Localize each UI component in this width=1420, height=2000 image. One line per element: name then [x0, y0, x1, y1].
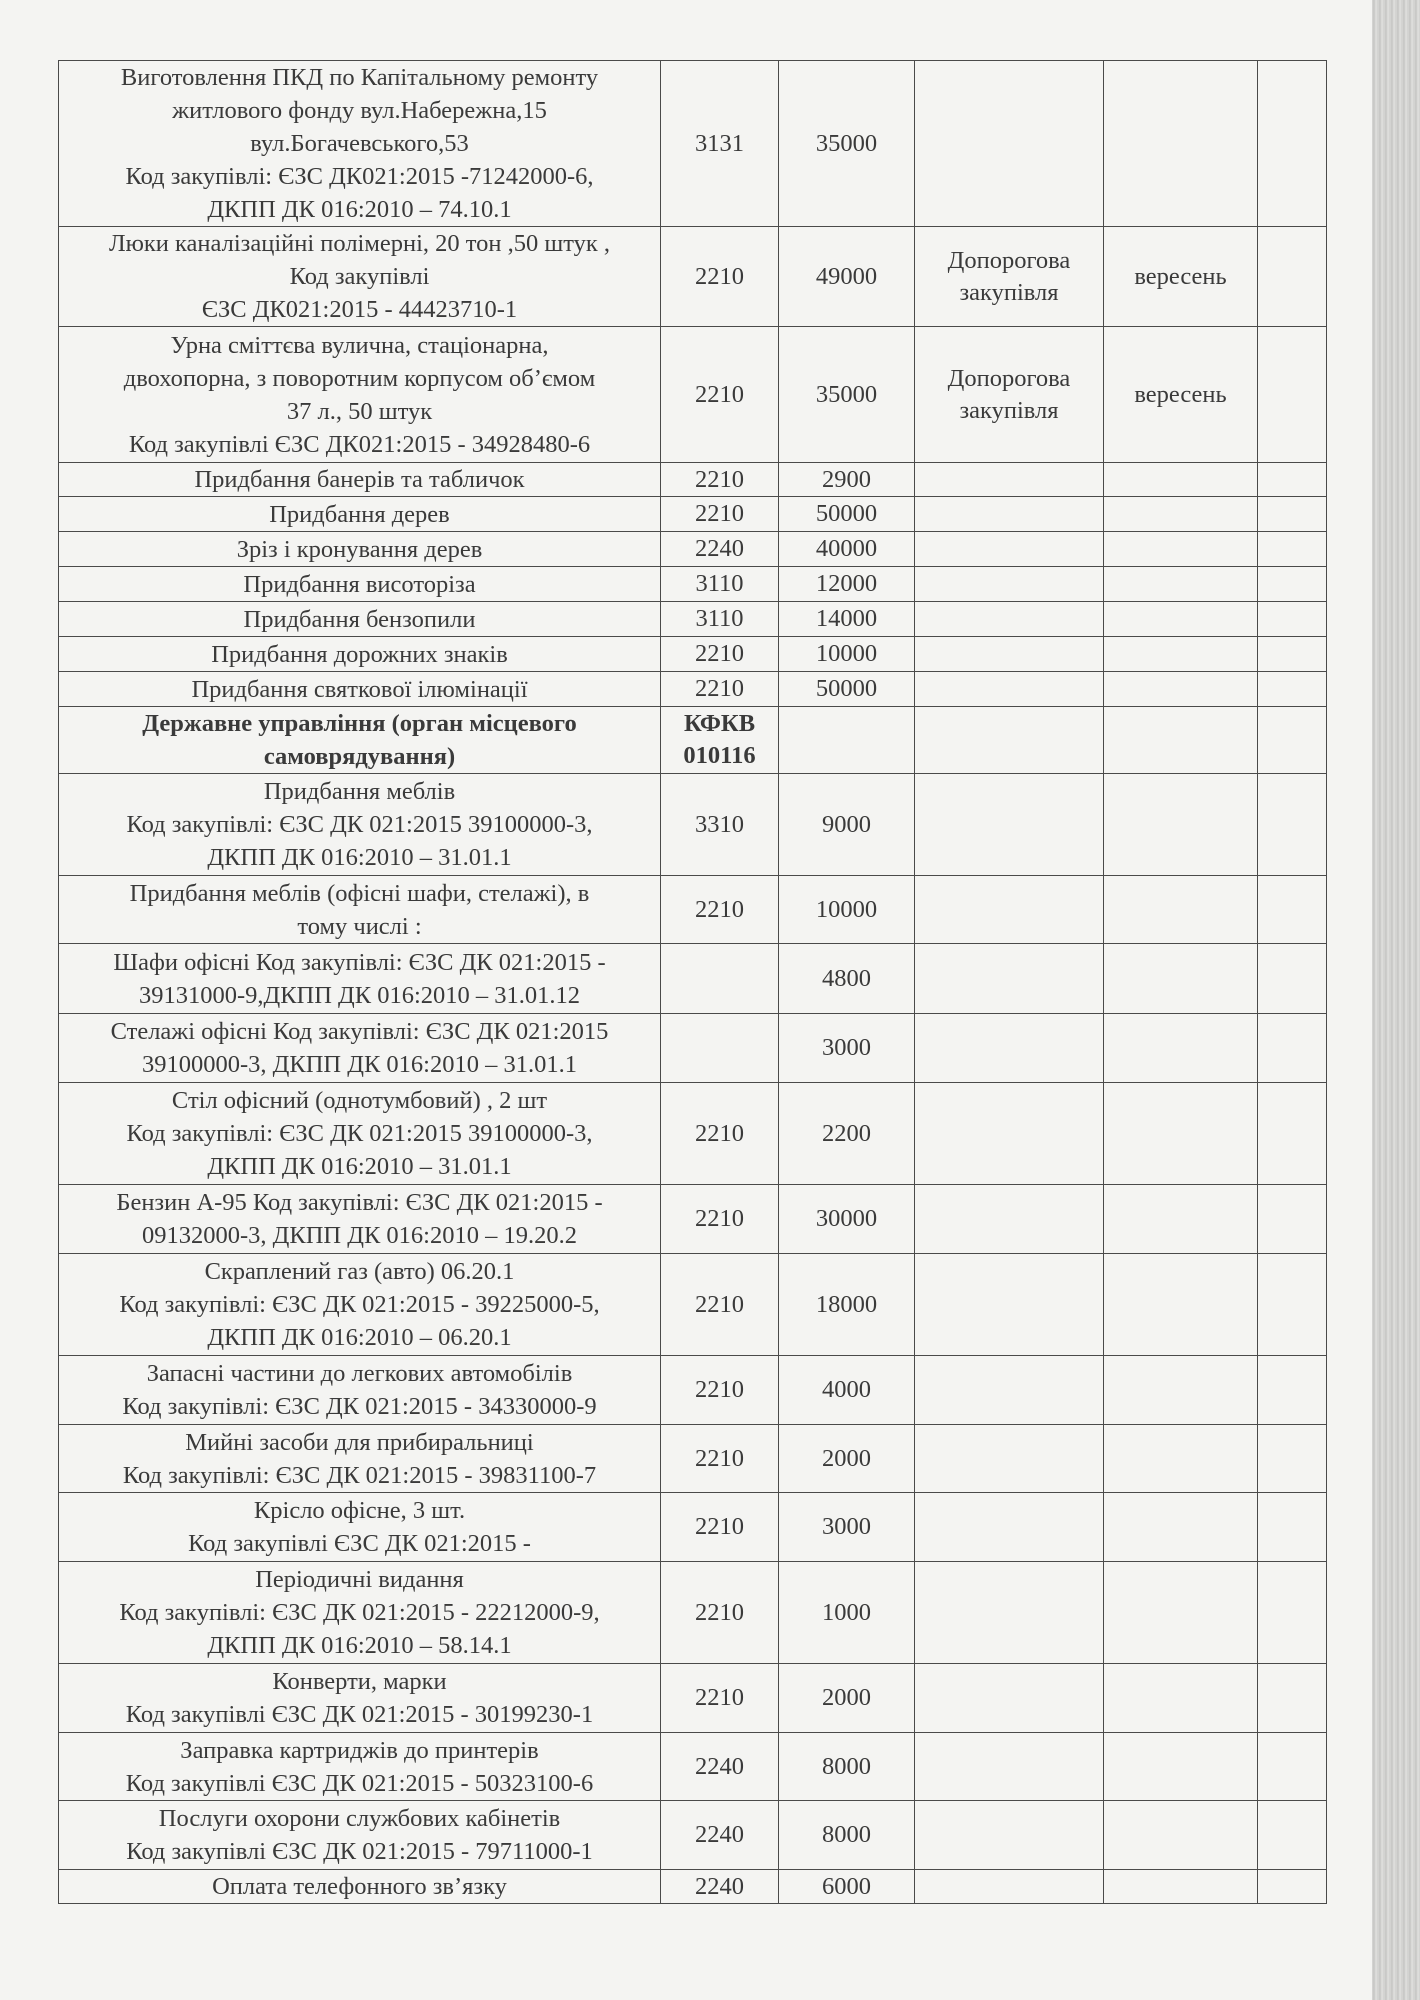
amount-cell: 4000	[779, 1356, 915, 1425]
procedure-cell	[915, 672, 1104, 707]
amount-cell: 1000	[779, 1562, 915, 1664]
procedure-cell	[915, 1664, 1104, 1733]
table-row	[59, 567, 1327, 602]
item-name-cell	[59, 876, 661, 944]
procedure-cell	[915, 1356, 1104, 1425]
procurement-plan-body	[59, 61, 1327, 1904]
item-name-line: самоврядування)	[263, 743, 456, 770]
table-row	[59, 944, 1327, 1014]
item-name-line: Заправка картриджів до принтерів	[180, 1736, 539, 1764]
item-name-line: 09132000-3, ДКПП ДК 016:2010 – 19.20.2	[142, 1222, 577, 1249]
amount-cell: 2000	[779, 1425, 915, 1493]
procedure-cell	[915, 1185, 1104, 1254]
period-cell	[1104, 1870, 1258, 1904]
procedure-cell	[915, 876, 1104, 944]
item-name-line: Придбання висоторіза	[243, 570, 476, 598]
item-name-line: ДКПП ДК 016:2010 – 58.14.1	[207, 1632, 512, 1659]
item-name-cell	[59, 1254, 661, 1356]
section-row	[59, 707, 1327, 774]
item-name-cell	[59, 707, 661, 774]
kekv-cell: 2240	[661, 1733, 779, 1801]
item-name-line: Оплата телефонного зв’язку	[212, 1873, 507, 1900]
amount-cell: 18000	[779, 1254, 915, 1356]
item-name-cell	[59, 1664, 661, 1733]
item-name-line: 37 л., 50 штук	[286, 397, 433, 425]
procedure-cell	[915, 1801, 1104, 1870]
item-name-line: Код закупівлі: ЄЗС ДК 021:2015 - 34330000-9	[122, 1393, 597, 1420]
item-name-line: Код закупівлі	[289, 263, 430, 290]
item-name-cell	[59, 327, 661, 463]
kekv-cell: 2240	[661, 1801, 779, 1870]
kekv-cell: 3110	[661, 602, 779, 637]
kekv-cell: 2210	[661, 497, 779, 532]
amount-cell: 8000	[779, 1801, 915, 1870]
amount-cell: 2900	[779, 463, 915, 497]
kekv-cell: 3310	[661, 774, 779, 876]
item-name-cell	[59, 227, 661, 327]
procedure-cell	[915, 637, 1104, 672]
amount-cell: 6000	[779, 1870, 915, 1904]
kekv-cell: 2210	[661, 637, 779, 672]
table-row	[59, 61, 1327, 227]
period-cell	[1104, 602, 1258, 637]
kekv-cell: 2210	[661, 1664, 779, 1733]
item-name-line: Придбання бензопили	[243, 605, 476, 633]
procedure-cell: Допорогова закупівля	[915, 227, 1104, 327]
procedure-cell	[915, 774, 1104, 876]
period-cell	[1104, 1493, 1258, 1562]
amount-cell	[779, 707, 915, 774]
item-name-cell	[59, 567, 661, 602]
period-cell: вересень	[1104, 227, 1258, 327]
table-row	[59, 1493, 1327, 1562]
item-name-line: 39131000-9,ДКПП ДК 016:2010 – 31.01.12	[138, 981, 581, 1009]
table-row	[59, 463, 1327, 497]
item-name-line: Придбання меблів	[263, 778, 456, 805]
kekv-cell: 2210	[661, 1425, 779, 1493]
amount-cell: 10000	[779, 637, 915, 672]
procedure-cell	[915, 1562, 1104, 1664]
item-name-cell	[59, 1733, 661, 1801]
notes-cell	[1258, 637, 1327, 672]
item-name-cell	[59, 1801, 661, 1870]
period-cell	[1104, 61, 1258, 227]
table-row	[59, 1083, 1327, 1185]
procedure-cell	[915, 1014, 1104, 1083]
item-name-cell	[59, 637, 661, 672]
period-cell	[1104, 1801, 1258, 1870]
notes-cell	[1258, 1562, 1327, 1664]
kekv-cell	[661, 944, 779, 1014]
notes-cell	[1258, 1493, 1327, 1562]
item-name-cell	[59, 1185, 661, 1254]
kekv-cell	[661, 1014, 779, 1083]
item-name-line: Урна сміттєва вулична, стаціонарна,	[170, 331, 549, 359]
period-cell	[1104, 1425, 1258, 1493]
item-name-line: Код закупівлі ЄЗС ДК 021:2015 -	[188, 1530, 531, 1557]
amount-cell: 30000	[779, 1185, 915, 1254]
amount-cell: 4800	[779, 944, 915, 1014]
notes-cell	[1258, 1801, 1327, 1870]
kekv-cell: 2210	[661, 327, 779, 463]
period-cell	[1104, 637, 1258, 672]
item-name-line: Шафи офісні Код закупівлі: ЄЗС ДК 021:2015 -	[113, 948, 606, 976]
item-name-line: Періодичні видання	[255, 1566, 464, 1593]
table-row	[59, 1185, 1327, 1254]
amount-cell: 10000	[779, 876, 915, 944]
amount-cell: 12000	[779, 567, 915, 602]
amount-cell: 49000	[779, 227, 915, 327]
notes-cell	[1258, 1014, 1327, 1083]
item-name-line: Придбання дорожних знаків	[211, 640, 508, 668]
kekv-cell: 2210	[661, 876, 779, 944]
procedure-cell	[915, 1425, 1104, 1493]
period-cell	[1104, 1014, 1258, 1083]
period-cell	[1104, 1083, 1258, 1185]
item-name-line: Скраплений газ (авто) 06.20.1	[204, 1258, 515, 1285]
table-row	[59, 774, 1327, 876]
period-cell	[1104, 672, 1258, 707]
table-row	[59, 497, 1327, 532]
period-cell	[1104, 774, 1258, 876]
notes-cell	[1258, 774, 1327, 876]
table-row	[59, 227, 1327, 327]
amount-cell: 3000	[779, 1014, 915, 1083]
scanned-page-edge	[1372, 0, 1420, 2000]
item-name-line: Код закупівлі: ЄЗС ДК 021:2015 39100000-3,	[126, 811, 593, 838]
procedure-cell	[915, 944, 1104, 1014]
table-row	[59, 1562, 1327, 1664]
item-name-line: Послуги охорони службових кабінетів	[158, 1805, 561, 1832]
period-cell	[1104, 1733, 1258, 1801]
item-name-cell	[59, 1493, 661, 1562]
item-name-line: Придбання банерів та табличок	[194, 466, 525, 493]
period-cell	[1104, 1562, 1258, 1664]
item-name-line: Код закупівлі: ЄЗС ДК 021:2015 - 22212000-9,	[119, 1599, 600, 1626]
item-name-line: Код закупівлі: ЄЗС ДК 021:2015 - 39831100-7	[122, 1461, 597, 1489]
notes-cell	[1258, 1870, 1327, 1904]
item-name-line: Код закупівлі: ЄЗС ДК021:2015 -71242000-6,	[125, 163, 594, 190]
period-cell	[1104, 1254, 1258, 1356]
table-row	[59, 1254, 1327, 1356]
item-name-cell	[59, 1562, 661, 1664]
procedure-cell	[915, 1733, 1104, 1801]
item-name-line: Придбання меблів (офісні шафи, стелажі), в	[129, 879, 590, 907]
kekv-cell: 2210	[661, 672, 779, 707]
procedure-cell	[915, 497, 1104, 532]
amount-cell: 35000	[779, 327, 915, 463]
procedure-cell	[915, 1870, 1104, 1904]
table-row	[59, 327, 1327, 463]
period-cell	[1104, 876, 1258, 944]
kekv-cell: 2210	[661, 1562, 779, 1664]
item-name-cell	[59, 944, 661, 1014]
notes-cell	[1258, 327, 1327, 463]
item-name-line: Придбання дерев	[269, 500, 450, 528]
amount-cell: 3000	[779, 1493, 915, 1562]
notes-cell	[1258, 567, 1327, 602]
notes-cell	[1258, 876, 1327, 944]
item-name-line: ДКПП ДК 016:2010 – 74.10.1	[207, 196, 512, 223]
notes-cell	[1258, 672, 1327, 707]
table-row	[59, 1356, 1327, 1425]
item-name-line: Код закупівлі ЄЗС ДК 021:2015 - 79711000-1	[126, 1838, 593, 1865]
item-name-line: Стіл офісний (однотумбовий) , 2 шт	[171, 1087, 548, 1114]
period-cell	[1104, 1356, 1258, 1425]
table-row	[59, 1801, 1327, 1870]
table-row	[59, 672, 1327, 707]
table-row	[59, 1425, 1327, 1493]
item-name-line: Бензин А-95 Код закупівлі: ЄЗС ДК 021:2015 -	[116, 1189, 603, 1216]
procurement-plan-table	[58, 60, 1327, 1904]
item-name-line: Державне управління (орган місцевого	[142, 710, 577, 737]
item-name-line: двохопорна, з поворотним корпусом об’ємом	[123, 364, 596, 392]
item-name-cell	[59, 532, 661, 567]
item-name-line: Код закупівлі ЄЗС ДК021:2015 - 34928480-6	[128, 430, 591, 458]
amount-cell: 50000	[779, 497, 915, 532]
period-cell	[1104, 532, 1258, 567]
item-name-line: Код закупівлі: ЄЗС ДК 021:2015 - 39225000-5,	[119, 1291, 600, 1318]
table-row	[59, 602, 1327, 637]
item-name-line: Стелажі офісні Код закупівлі: ЄЗС ДК 021:2015	[110, 1018, 609, 1045]
item-name-line: Люки каналізаційні полімерні, 20 тон ,50 штук ,	[108, 230, 611, 257]
item-name-line: Мийні засоби для прибиральниці	[185, 1428, 534, 1456]
item-name-cell	[59, 602, 661, 637]
item-name-line: Код закупівлі ЄЗС ДК 021:2015 - 30199230-1	[125, 1701, 594, 1728]
notes-cell	[1258, 1425, 1327, 1493]
notes-cell	[1258, 463, 1327, 497]
amount-cell: 50000	[779, 672, 915, 707]
item-name-line: ДКПП ДК 016:2010 – 06.20.1	[207, 1324, 512, 1351]
amount-cell: 9000	[779, 774, 915, 876]
kekv-cell: 2210	[661, 1493, 779, 1562]
item-name-cell	[59, 672, 661, 707]
item-name-line: житлового фонду вул.Набережна,15	[172, 97, 547, 124]
notes-cell	[1258, 1185, 1327, 1254]
procedure-cell	[915, 602, 1104, 637]
kekv-cell: 2240	[661, 1870, 779, 1904]
kekv-cell: 2210	[661, 1185, 779, 1254]
procedure-cell	[915, 463, 1104, 497]
amount-cell: 40000	[779, 532, 915, 567]
procedure-cell	[915, 707, 1104, 774]
item-name-cell	[59, 1083, 661, 1185]
notes-cell	[1258, 1664, 1327, 1733]
item-name-cell	[59, 1356, 661, 1425]
item-name-line: Код закупівлі ЄЗС ДК 021:2015 - 50323100-6	[125, 1769, 594, 1797]
item-name-line: Крісло офісне, 3 шт.	[253, 1497, 466, 1524]
notes-cell	[1258, 227, 1327, 327]
item-name-line: 39100000-3, ДКПП ДК 016:2010 – 31.01.1	[142, 1051, 577, 1078]
table-row	[59, 637, 1327, 672]
procedure-cell	[915, 1083, 1104, 1185]
table-row	[59, 876, 1327, 944]
procedure-cell	[915, 1493, 1104, 1562]
notes-cell	[1258, 602, 1327, 637]
notes-cell	[1258, 1733, 1327, 1801]
kekv-cell: 2210	[661, 1254, 779, 1356]
period-cell	[1104, 1664, 1258, 1733]
procedure-cell	[915, 1254, 1104, 1356]
kekv-cell: 2210	[661, 1083, 779, 1185]
item-name-cell	[59, 61, 661, 227]
item-name-line: ДКПП ДК 016:2010 – 31.01.1	[207, 1153, 512, 1180]
notes-cell	[1258, 1254, 1327, 1356]
notes-cell	[1258, 497, 1327, 532]
item-name-cell	[59, 497, 661, 532]
amount-cell: 2000	[779, 1664, 915, 1733]
amount-cell: 14000	[779, 602, 915, 637]
item-name-line: Код закупівлі: ЄЗС ДК 021:2015 39100000-3,	[126, 1120, 593, 1147]
notes-cell	[1258, 1356, 1327, 1425]
kekv-cell: 2210	[661, 463, 779, 497]
period-cell	[1104, 707, 1258, 774]
table-row	[59, 532, 1327, 567]
kekv-cell: 2240	[661, 532, 779, 567]
item-name-line: ДКПП ДК 016:2010 – 31.01.1	[207, 844, 512, 871]
table-row	[59, 1870, 1327, 1904]
item-name-cell	[59, 463, 661, 497]
amount-cell: 35000	[779, 61, 915, 227]
procedure-cell	[915, 61, 1104, 227]
procedure-cell	[915, 567, 1104, 602]
item-name-line: тому числі :	[297, 912, 422, 940]
procedure-cell: Допорогова закупівля	[915, 327, 1104, 463]
amount-cell: 2200	[779, 1083, 915, 1185]
period-cell	[1104, 1185, 1258, 1254]
kekv-cell: КФКВ 010116	[661, 707, 779, 774]
notes-cell	[1258, 1083, 1327, 1185]
item-name-line: Придбання святкової ілюмінації	[191, 675, 528, 703]
notes-cell	[1258, 707, 1327, 774]
item-name-line: Запасні частини до легкових автомобілів	[146, 1360, 573, 1387]
kekv-cell: 3110	[661, 567, 779, 602]
notes-cell	[1258, 61, 1327, 227]
item-name-line: ЄЗС ДК021:2015 - 44423710-1	[201, 296, 518, 323]
item-name-line: Конверти, марки	[272, 1668, 447, 1695]
period-cell	[1104, 497, 1258, 532]
period-cell	[1104, 567, 1258, 602]
procedure-cell	[915, 532, 1104, 567]
item-name-line: Зріз і кронування дерев	[236, 535, 483, 563]
item-name-line: вул.Богачевського,53	[250, 130, 469, 157]
amount-cell: 8000	[779, 1733, 915, 1801]
period-cell	[1104, 463, 1258, 497]
notes-cell	[1258, 944, 1327, 1014]
period-cell: вересень	[1104, 327, 1258, 463]
kekv-cell: 3131	[661, 61, 779, 227]
kekv-cell: 2210	[661, 1356, 779, 1425]
kekv-cell: 2210	[661, 227, 779, 327]
item-name-cell	[59, 774, 661, 876]
item-name-line: Виготовлення ПКД по Капітальному ремонту	[120, 64, 599, 91]
notes-cell	[1258, 532, 1327, 567]
item-name-cell	[59, 1425, 661, 1493]
table-row	[59, 1014, 1327, 1083]
table-row	[59, 1664, 1327, 1733]
table-row	[59, 1733, 1327, 1801]
item-name-cell	[59, 1014, 661, 1083]
period-cell	[1104, 944, 1258, 1014]
item-name-cell	[59, 1870, 661, 1904]
